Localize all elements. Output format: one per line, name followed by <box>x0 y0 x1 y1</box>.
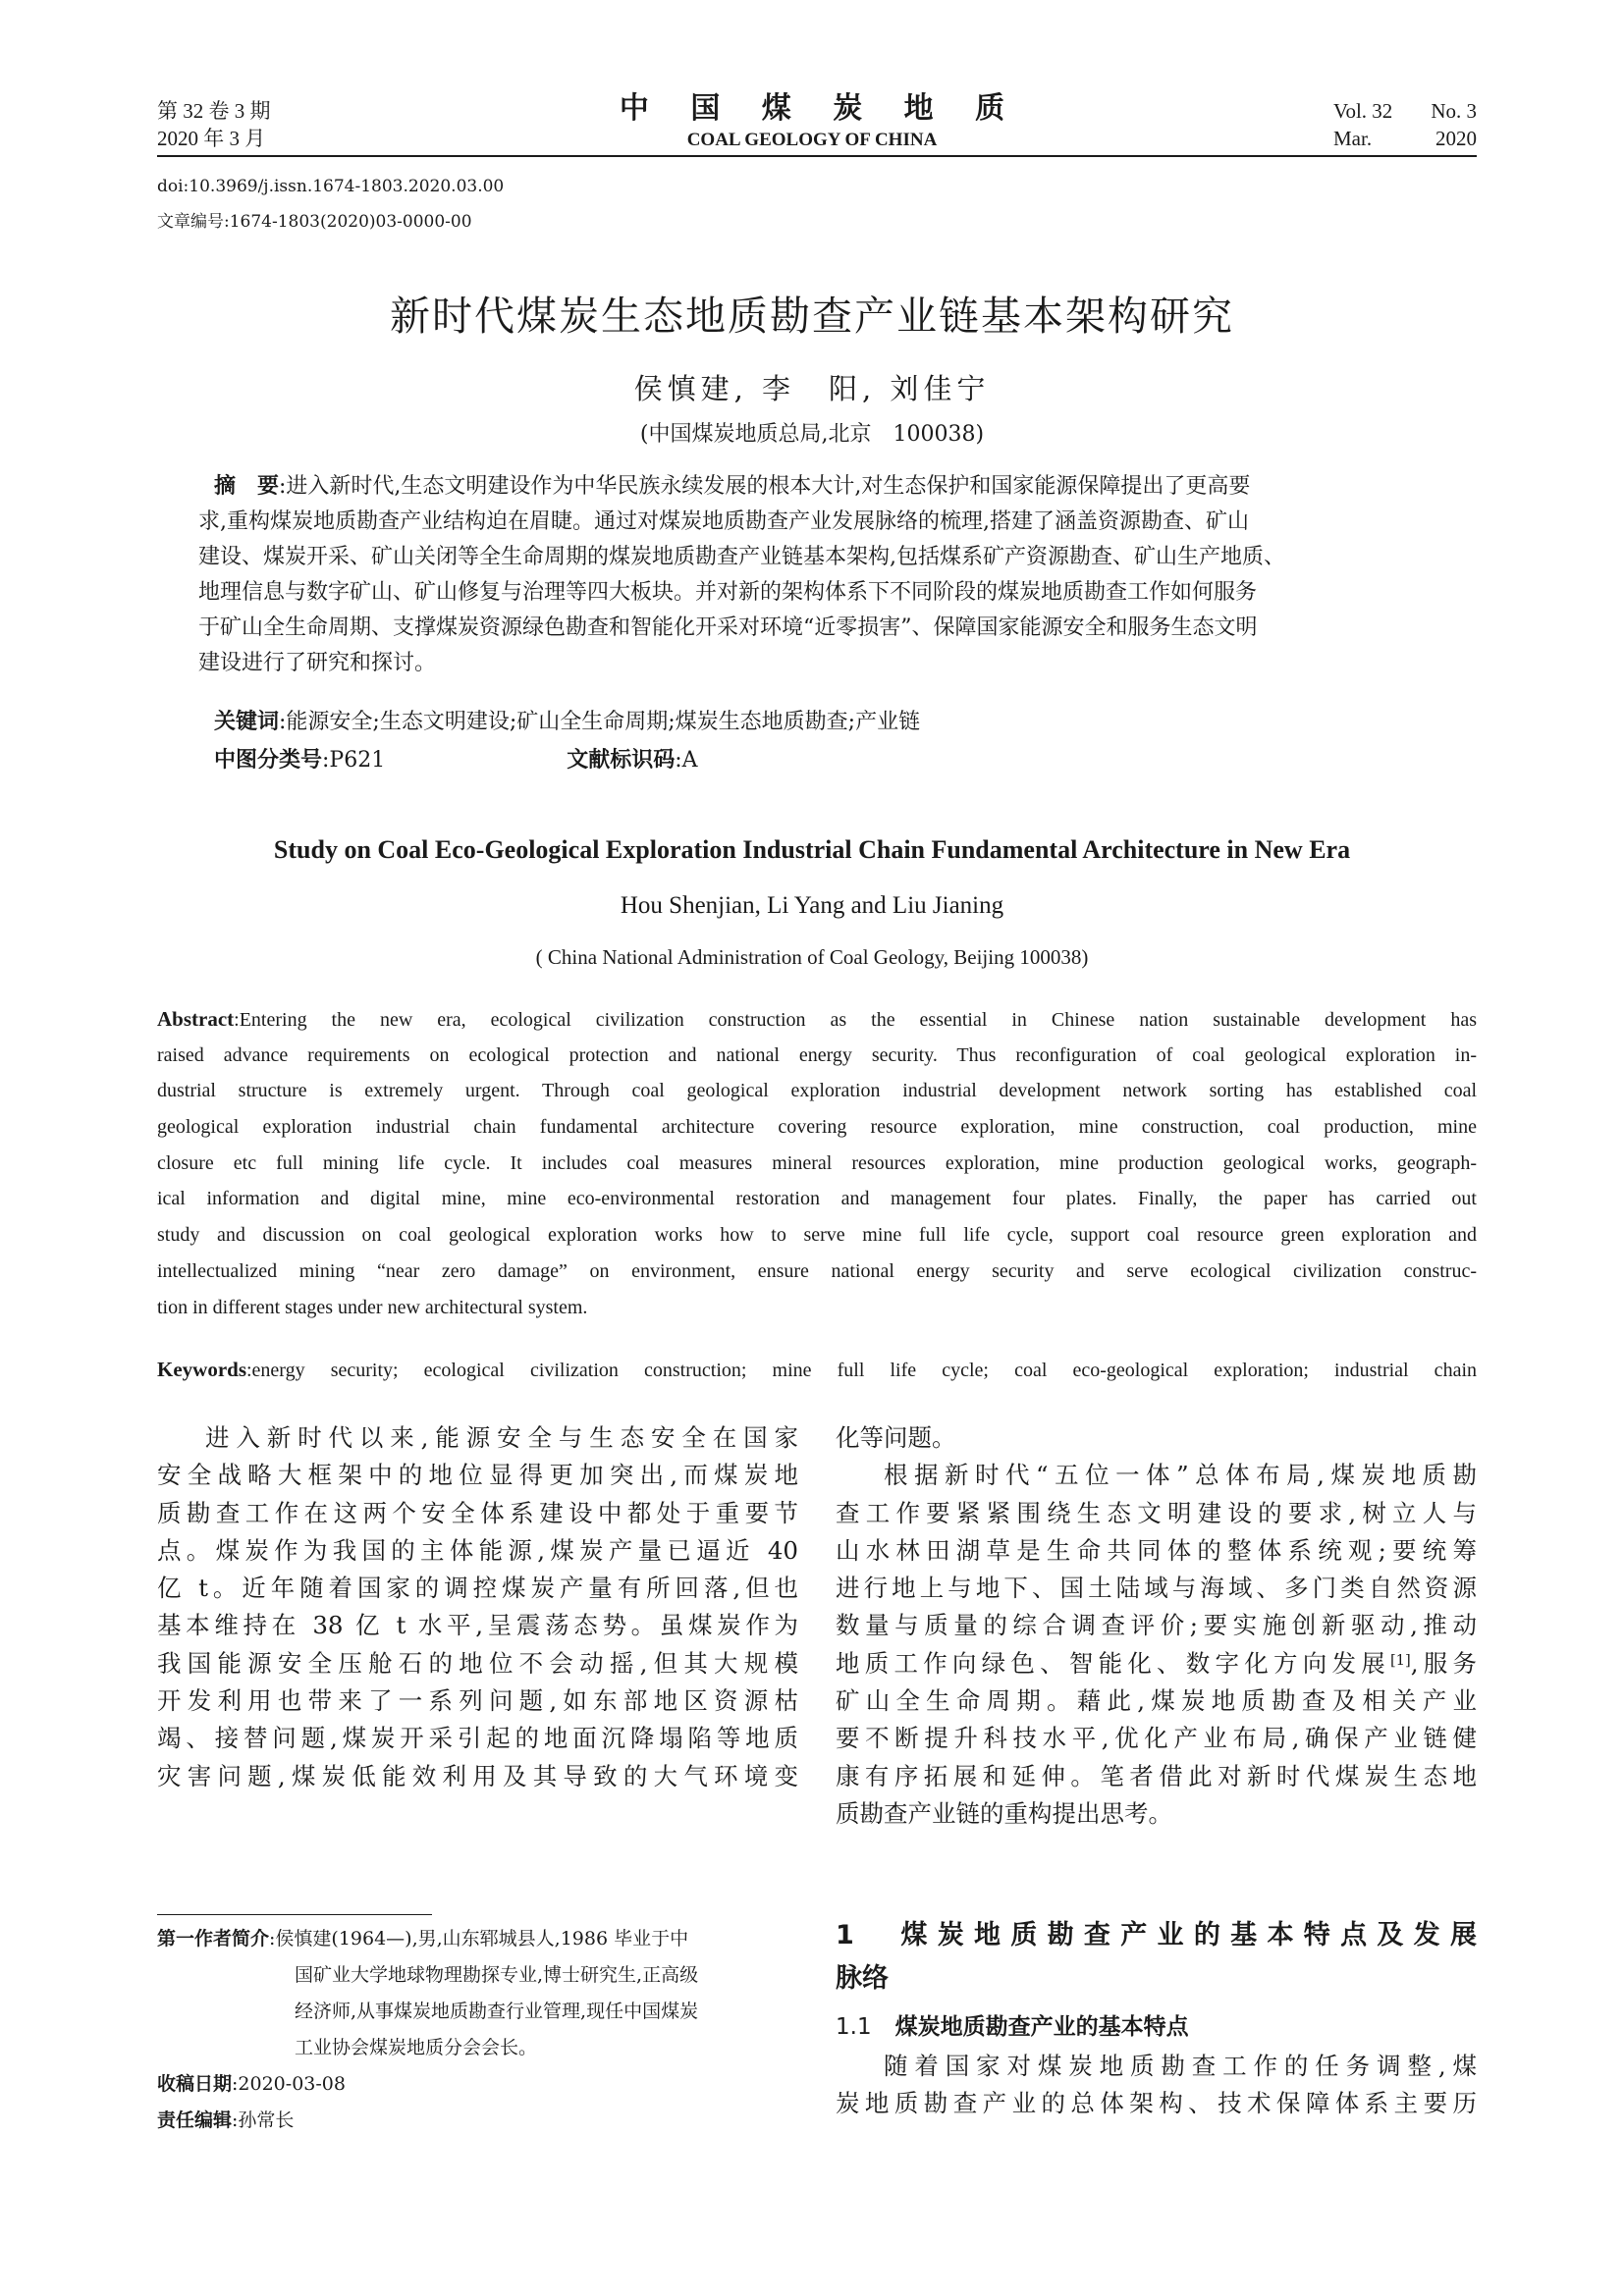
body-line: 亿 t。近年随着国家的调控煤炭产量有所回落,但也 <box>157 1574 798 1603</box>
body-line: 矿山全生命周期。藉此,煤炭地质勘查及相关产业 <box>836 1686 1477 1716</box>
section-1-1-heading <box>836 2009 1189 2045</box>
abstract-en-line: intellectualized mining “near zero damage” on environment, ensure national energy security and serve ecological civilization construc- <box>157 1259 1477 1282</box>
keywords-cn-label: 关键词 <box>214 710 280 734</box>
volume-cn: 第 32 卷 3 期 <box>157 99 271 123</box>
classification <box>214 745 698 776</box>
body-line: 数量与质量的综合调查评价;要实施创新驱动,推动 <box>836 1611 1477 1640</box>
article-number: 文章编号:1674-1803(2020)03-0000-00 <box>157 212 472 232</box>
volume-en-vol: Vol. 32 <box>1333 99 1393 123</box>
editor-value: :孙常长 <box>232 2109 295 2131</box>
abstract-cn-line: 建设进行了研究和探讨。 <box>198 651 437 675</box>
abstract-en-line: Abstract:Entering the new era, ecological civilization construction as the essential in Chinese nation sustainable development has <box>157 1007 1477 1031</box>
abstract-cn-line: 于矿山全生命周期、支撑煤炭资源绿色勘查和智能化开采对环境“近零损害”、保障国家能源安全和服务生态文明 <box>198 615 1258 640</box>
date-en-year: 2020 <box>1435 127 1477 150</box>
date-cn: 2020 年 3 月 <box>157 127 266 150</box>
journal-title-cn: 中 国 煤 炭 地 质 <box>619 91 1021 126</box>
body-line: 我国能源安全压舱石的地位不会动摇,但其大规模 <box>157 1648 798 1678</box>
abstract-en-line: geological exploration industrial chain fundamental architecture covering resource exploration, mine construction, coal production, mine <box>157 1116 1477 1139</box>
clc-label: 中图分类号 <box>214 748 323 773</box>
article-title-cn: 新时代煤炭生态地质勘查产业链基本架构研究 <box>390 293 1234 340</box>
abstract-en-label: Abstract <box>157 1007 235 1031</box>
body-line: 灾害问题,煤炭低能效利用及其导致的大气环境变 <box>157 1761 798 1790</box>
abstract-cn-line: 地理信息与数字矿山、矿山修复与治理等四大板块。并对新的架构体系下不同阶段的煤炭地质勘查工作如何服务 <box>198 580 1258 605</box>
body-line: 质勘查工作在这两个安全体系建设中都处于重要节 <box>157 1498 798 1527</box>
header-rule <box>157 155 1477 157</box>
header-volume-en <box>1333 97 1477 152</box>
keywords-en-label: Keywords <box>157 1358 246 1381</box>
abstract-en-line: raised advance requirements on ecological protection and national energy security. Thus reconfiguration of coal geological exploration in- <box>157 1043 1477 1066</box>
body-line: 康有序拓展和延伸。笔者借此对新时代煤炭生态地 <box>836 1761 1477 1790</box>
abstract-en-line: dustrial structure is extremely urgent. Through coal geological exploration industrial development network sorting has established coal <box>157 1080 1477 1102</box>
keywords-en <box>157 1354 1477 1386</box>
footnote-received <box>157 2066 698 2103</box>
affiliation-en: ( China National Administration of Coal Geology, Beijing 100038) <box>535 945 1089 969</box>
footnote-author-line: 经济师,从事煤炭地质勘查行业管理,现任中国煤炭 <box>295 2001 699 2022</box>
date-en <box>1333 125 1477 152</box>
reference-citation[interactable]: [1] <box>1389 1651 1411 1669</box>
footnote-author-label: 第一作者简介 <box>157 1928 270 1949</box>
footnote-author-line: 国矿业大学地球物理勘探专业,博士研究生,正高级 <box>295 1964 699 1986</box>
body-line: 化等问题。 <box>836 1423 956 1452</box>
body-line: 要不断提升科技水平,优化产业布局,确保产业链健 <box>836 1724 1477 1753</box>
received-label: 收稿日期 <box>157 2073 233 2095</box>
abstract-en-line: tion in different stages under new architectural system. <box>157 1296 588 1318</box>
footnote <box>157 1921 698 2139</box>
body-line: 进行地上与地下、国土陆域与海域、多门类自然资源 <box>836 1574 1477 1603</box>
affiliation-cn: (中国煤炭地质总局,北京 100038) <box>639 422 985 447</box>
document-code <box>567 748 697 773</box>
received-value: :2020-03-08 <box>232 2073 346 2095</box>
authors-cn: 侯慎建, 李 阳, 刘佳宁 <box>633 372 991 405</box>
abstract-cn-line: 建设、煤炭开采、矿山关闭等全生命周期的煤炭地质勘查产业链基本架构,包括煤系矿产资源勘查、矿山生产地质、 <box>198 545 1285 569</box>
body-line: 随着国家对煤炭地质勘查工作的任务调整,煤 <box>884 2052 1477 2080</box>
section-1-1-number: 1.1 <box>836 2014 872 2040</box>
article-title-en: Study on Coal Eco-Geological Exploration Industrial Chain Fundamental Architecture in New Era <box>273 835 1351 864</box>
abstract-en-line: closure etc full mining life cycle. It includes coal measures mineral resources exploration, mine production geological works, geograph- <box>157 1151 1477 1174</box>
doc-code-value: :A <box>675 748 698 773</box>
abstract-cn-line: 求,重构煤炭地质勘查产业结构迫在眉睫。通过对煤炭地质勘查产业发展脉络的梳理,搭建了涵盖资源勘查、矿山 <box>198 509 1249 534</box>
body-right-column-continued <box>836 2048 1477 2123</box>
section-1-1-title: 煤炭地质勘查产业的基本特点 <box>894 2014 1189 2040</box>
section-1-heading-line: 脉络 <box>836 1963 889 1994</box>
footnote-author-line: 第一作者简介:侯慎建(1964—),男,山东郓城县人,1986 毕业于中 <box>157 1928 689 1949</box>
body-line: 质勘查产业链的重构提出思考。 <box>836 1798 1172 1828</box>
keywords-cn-text: :能源安全;生态文明建设;矿山全生命周期;煤炭生态地质勘查;产业链 <box>279 710 921 734</box>
section-1-heading-line: 1 煤炭地质勘查产业的基本特点及发展 <box>836 1920 1477 1950</box>
date-en-month: Mar. <box>1333 127 1373 150</box>
abstract-cn-line: 摘 要:进入新时代,生态文明建设作为中华民族永续发展的根本大计,对生态保护和国家能源保障提出了更高要 <box>214 474 1251 499</box>
body-line-with-reference: 地质工作向绿色、智能化、数字化方向发展[1],服务 <box>836 1648 1477 1678</box>
abstract-cn-label: 摘 要 <box>214 474 280 499</box>
editor-label: 责任编辑 <box>157 2109 233 2131</box>
body-line: 竭、接替问题,煤炭开采引起的地面沉降塌陷等地质 <box>157 1724 798 1753</box>
clc-value: :P621 <box>322 748 386 773</box>
abstract-en <box>157 1001 1477 1325</box>
footnote-editor <box>157 2103 698 2139</box>
body-left-column <box>157 1419 798 1795</box>
keywords-en-text: :energy security; ecological civilization construction; mine full life cycle; coal eco-geological exploration; industrial chain <box>246 1360 1477 1381</box>
body-right-column <box>836 1419 1477 1833</box>
abstract-en-line: study and discussion on coal geological exploration works how to serve mine full life cycle, support coal resource green exploration and <box>157 1224 1477 1247</box>
doc-code-label: 文献标识码 <box>567 748 676 773</box>
body-line: 查工作要紧紧围绕生态文明建设的要求,树立人与 <box>836 1498 1477 1527</box>
abstract-cn <box>198 469 1455 681</box>
volume-en <box>1333 97 1477 125</box>
body-line: 点。煤炭作为我国的主体能源,煤炭产量已逼近 40 <box>157 1535 798 1565</box>
volume-en-no: No. 3 <box>1431 99 1477 123</box>
body-line: 基本维持在 38 亿 t 水平,呈震荡态势。虽煤炭作为 <box>157 1611 798 1640</box>
body-line: 根据新时代“五位一体”总体布局,煤炭地质勘 <box>884 1461 1477 1490</box>
authors-en: Hou Shenjian, Li Yang and Liu Jianing <box>620 892 1004 919</box>
body-line: 安全战略大框架中的地位显得更加突出,而煤炭地 <box>157 1461 798 1490</box>
keywords-cn <box>214 707 920 738</box>
abstract-en-line: ical information and digital mine, mine eco-environmental restoration and management four plates. Finally, the paper has carried out <box>157 1188 1477 1210</box>
footnote-author-line: 工业协会煤炭地质分会会长。 <box>295 2037 538 2058</box>
body-line: 开发利用也带来了一系列问题,如东部地区资源枯 <box>157 1686 798 1716</box>
body-line: 山水林田湖草是生命共同体的整体系统观;要统筹 <box>836 1535 1477 1565</box>
body-line: 进入新时代以来,能源安全与生态安全在国家 <box>205 1423 798 1452</box>
journal-title-en: COAL GEOLOGY OF CHINA <box>686 130 938 150</box>
footnote-rule <box>157 1914 432 1915</box>
body-line: 炭地质勘查产业的总体架构、技术保障体系主要历 <box>836 2089 1477 2118</box>
section-1-heading <box>836 1914 1477 2001</box>
doi: doi:10.3969/j.issn.1674-1803.2020.03.00 <box>157 177 505 196</box>
